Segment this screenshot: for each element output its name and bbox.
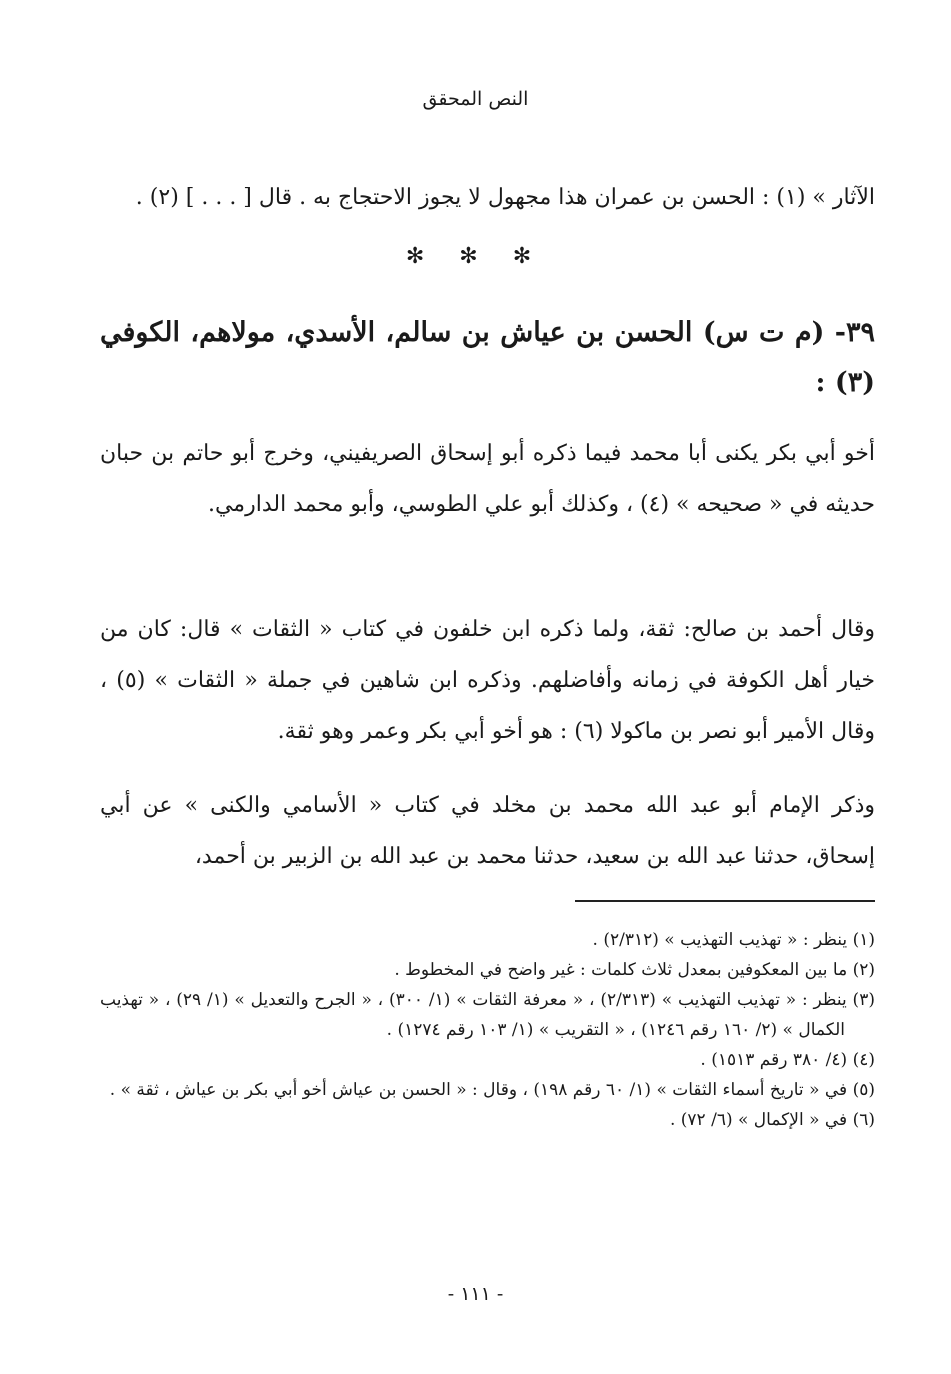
continuation-line: الآثار » (١) : الحسن بن عمران هذا مجهول لا يجوز الاحتجاج به . قال [ . . . ] (٢) . xyxy=(135,185,875,210)
footnote-1: (١) ينظر : « تهذيب التهذيب » (٢/٣١٢) . xyxy=(592,930,875,950)
footnote-separator-rule xyxy=(575,900,875,902)
footnote-5: (٥) في « تاريخ أسماء الثقات » (١/ ٦٠ رقم ١٩٨) ، وقال : « الحسن بن عياش أخو أبي بكر بن عياش ، ثقة » . xyxy=(109,1080,875,1100)
paragraph-3: وذكر الإمام أبو عبد الله محمد بن مخلد في كتاب « الأسامي والكنى » عن أبي إسحاق، حدثنا عبد الله بن سعيد، حدثنا محمد بن عبد الله بن الزبير بن أحمد، xyxy=(100,793,875,869)
footnote-2: (٢) ما بين المعكوفين بمعدل ثلاث كلمات : غير واضح في المخطوط . xyxy=(394,960,875,980)
paragraph-2: وقال أحمد بن صالح: ثقة، ولما ذكره ابن خلفون في كتاب « الثقات » قال: كان من خيار أهل الكوفة في زمانه وأفاضلهم. وذكره ابن شاهين في جملة « الثقات » (٥) ، وقال الأمير أبو نصر بن ماكولا (٦) : هو أخو أبي بكر وعمر وهو ثقة. xyxy=(100,617,875,744)
footnotes xyxy=(100,925,875,1135)
footnote-4: (٤) (٤/ ٣٨٠ رقم ١٥١٣) . xyxy=(700,1050,875,1070)
running-head: النص المحقق xyxy=(422,88,529,110)
entry-heading: ٣٩- (م ت س) الحسن بن عياش بن سالم، الأسدي، مولاهم، الكوفي (٣) : xyxy=(100,317,875,398)
page-number: - ١١١ - xyxy=(447,1283,504,1305)
paragraph-1: أخو أبي بكر يكنى أبا محمد فيما ذكره أبو إسحاق الصريفيني، وخرج أبو حاتم بن حبان حديثه في « صحيحه » (٤) ، وكذلك أبو علي الطوسي، وأبو محمد الدارمي. xyxy=(100,441,875,517)
footnote-3: (٣) ينظر : « تهذيب التهذيب » (٢/٣١٣) ، « معرفة الثقات » (١/ ٣٠٠) ، « الجرح والتعديل » (١/ ٢٩) ، « تهذيب الكمال » (٢/ ١٦٠ رقم ١٢٤٦) ، « التقريب » (١/ ١٠٣ رقم ١٢٧٤) . xyxy=(100,990,875,1040)
footnote-6: (٦) في « الإكمال » (٦/ ٧٢) . xyxy=(669,1110,875,1130)
section-separator: ✻ ✻ ✻ xyxy=(405,244,546,269)
